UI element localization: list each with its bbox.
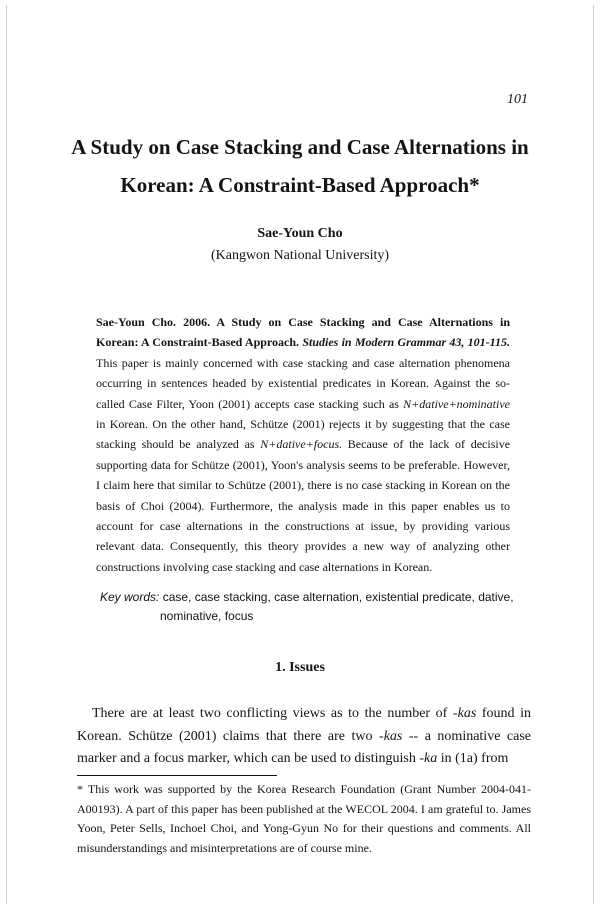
footnote: * This work was supported by the Korea Research Foundation (Grant Number 2004-041-A00193). A part of this paper has been published at the WECOL 2004. I am grateful to. James Yoon, Peter Sells, Inchoel Choi, and Yong-Gyun No for their questions and comments. All misunderstandings and misinterpretations are of course mine. — [77, 782, 531, 855]
body-italic-2: -kas — [379, 728, 403, 744]
abstract-text-1: This paper is mainly concerned with case stacking and case alternation phenomena occurring in sentences headed by existential predicates in Korean. Against the so-called Case Filter, Yoon (2001) accepts case stacking such as — [96, 355, 510, 411]
abstract — [96, 312, 510, 577]
body-italic-3: -ka — [419, 751, 438, 766]
title-line-2: Korean: A Constraint-Based Approach* — [120, 173, 480, 197]
body-italic-1: -kas — [452, 706, 477, 721]
abstract-journal: Studies in Modern Grammar 43, 101-115. — [302, 335, 510, 350]
keywords-line-2: nominative, focus — [160, 609, 254, 623]
title-line-1: A Study on Case Stacking and Case Alternations in — [71, 135, 529, 159]
keywords-label: Key words: — [100, 590, 160, 604]
abstract-italic-1: N+dative+nominative — [403, 396, 510, 411]
abstract-italic-2: N+dative+focus. — [260, 437, 343, 452]
keywords — [100, 588, 520, 626]
author-name: Sae-Youn Cho — [257, 226, 343, 241]
footnote-rule — [77, 775, 277, 776]
abstract-citation: Sae-Youn Cho. 2006. A Study on Case Stacking and Case Alternations in Korean: A Constraint-Based Approach. — [96, 315, 510, 350]
body-text-2: found in Korean. Schütze (2001) claims that there are two — [77, 706, 531, 744]
body-paragraph — [77, 703, 531, 771]
body-text-3: -- a nominative case marker and a focus marker, which can be used to distinguish — [77, 728, 532, 766]
abstract-text-3: Because of the lack of decisive supporting data for Schütze (2001), Yoon's analysis seems to be preferable. However, I claim here that similar to Schütze (2001), there is no case stacking in Korean on the basis of Choi (2004). Furthermore, the analysis made in this paper enables us to account for case alternations in the constructions at issue, by providing various relevant data. Consequently, this theory provides a new way of analyzing other constructions involving case stacking and case alternations in Korean. — [96, 437, 511, 574]
paper-title — [50, 128, 550, 204]
abstract-text-2: in Korean. On the other hand, Schütze (2001) rejects it by suggesting that the case stacking should be analyzed as — [96, 417, 510, 452]
keywords-line-1: case, case stacking, case alternation, existential predicate, dative, — [162, 590, 514, 604]
body-text-4: in (1a) from — [440, 751, 509, 766]
section-heading: 1. Issues — [275, 660, 325, 675]
body-text-1: There are at least two conflicting views as to the number of — [92, 706, 448, 721]
page-number: 101 — [507, 92, 528, 107]
author-affiliation: (Kangwon National University) — [210, 248, 390, 263]
